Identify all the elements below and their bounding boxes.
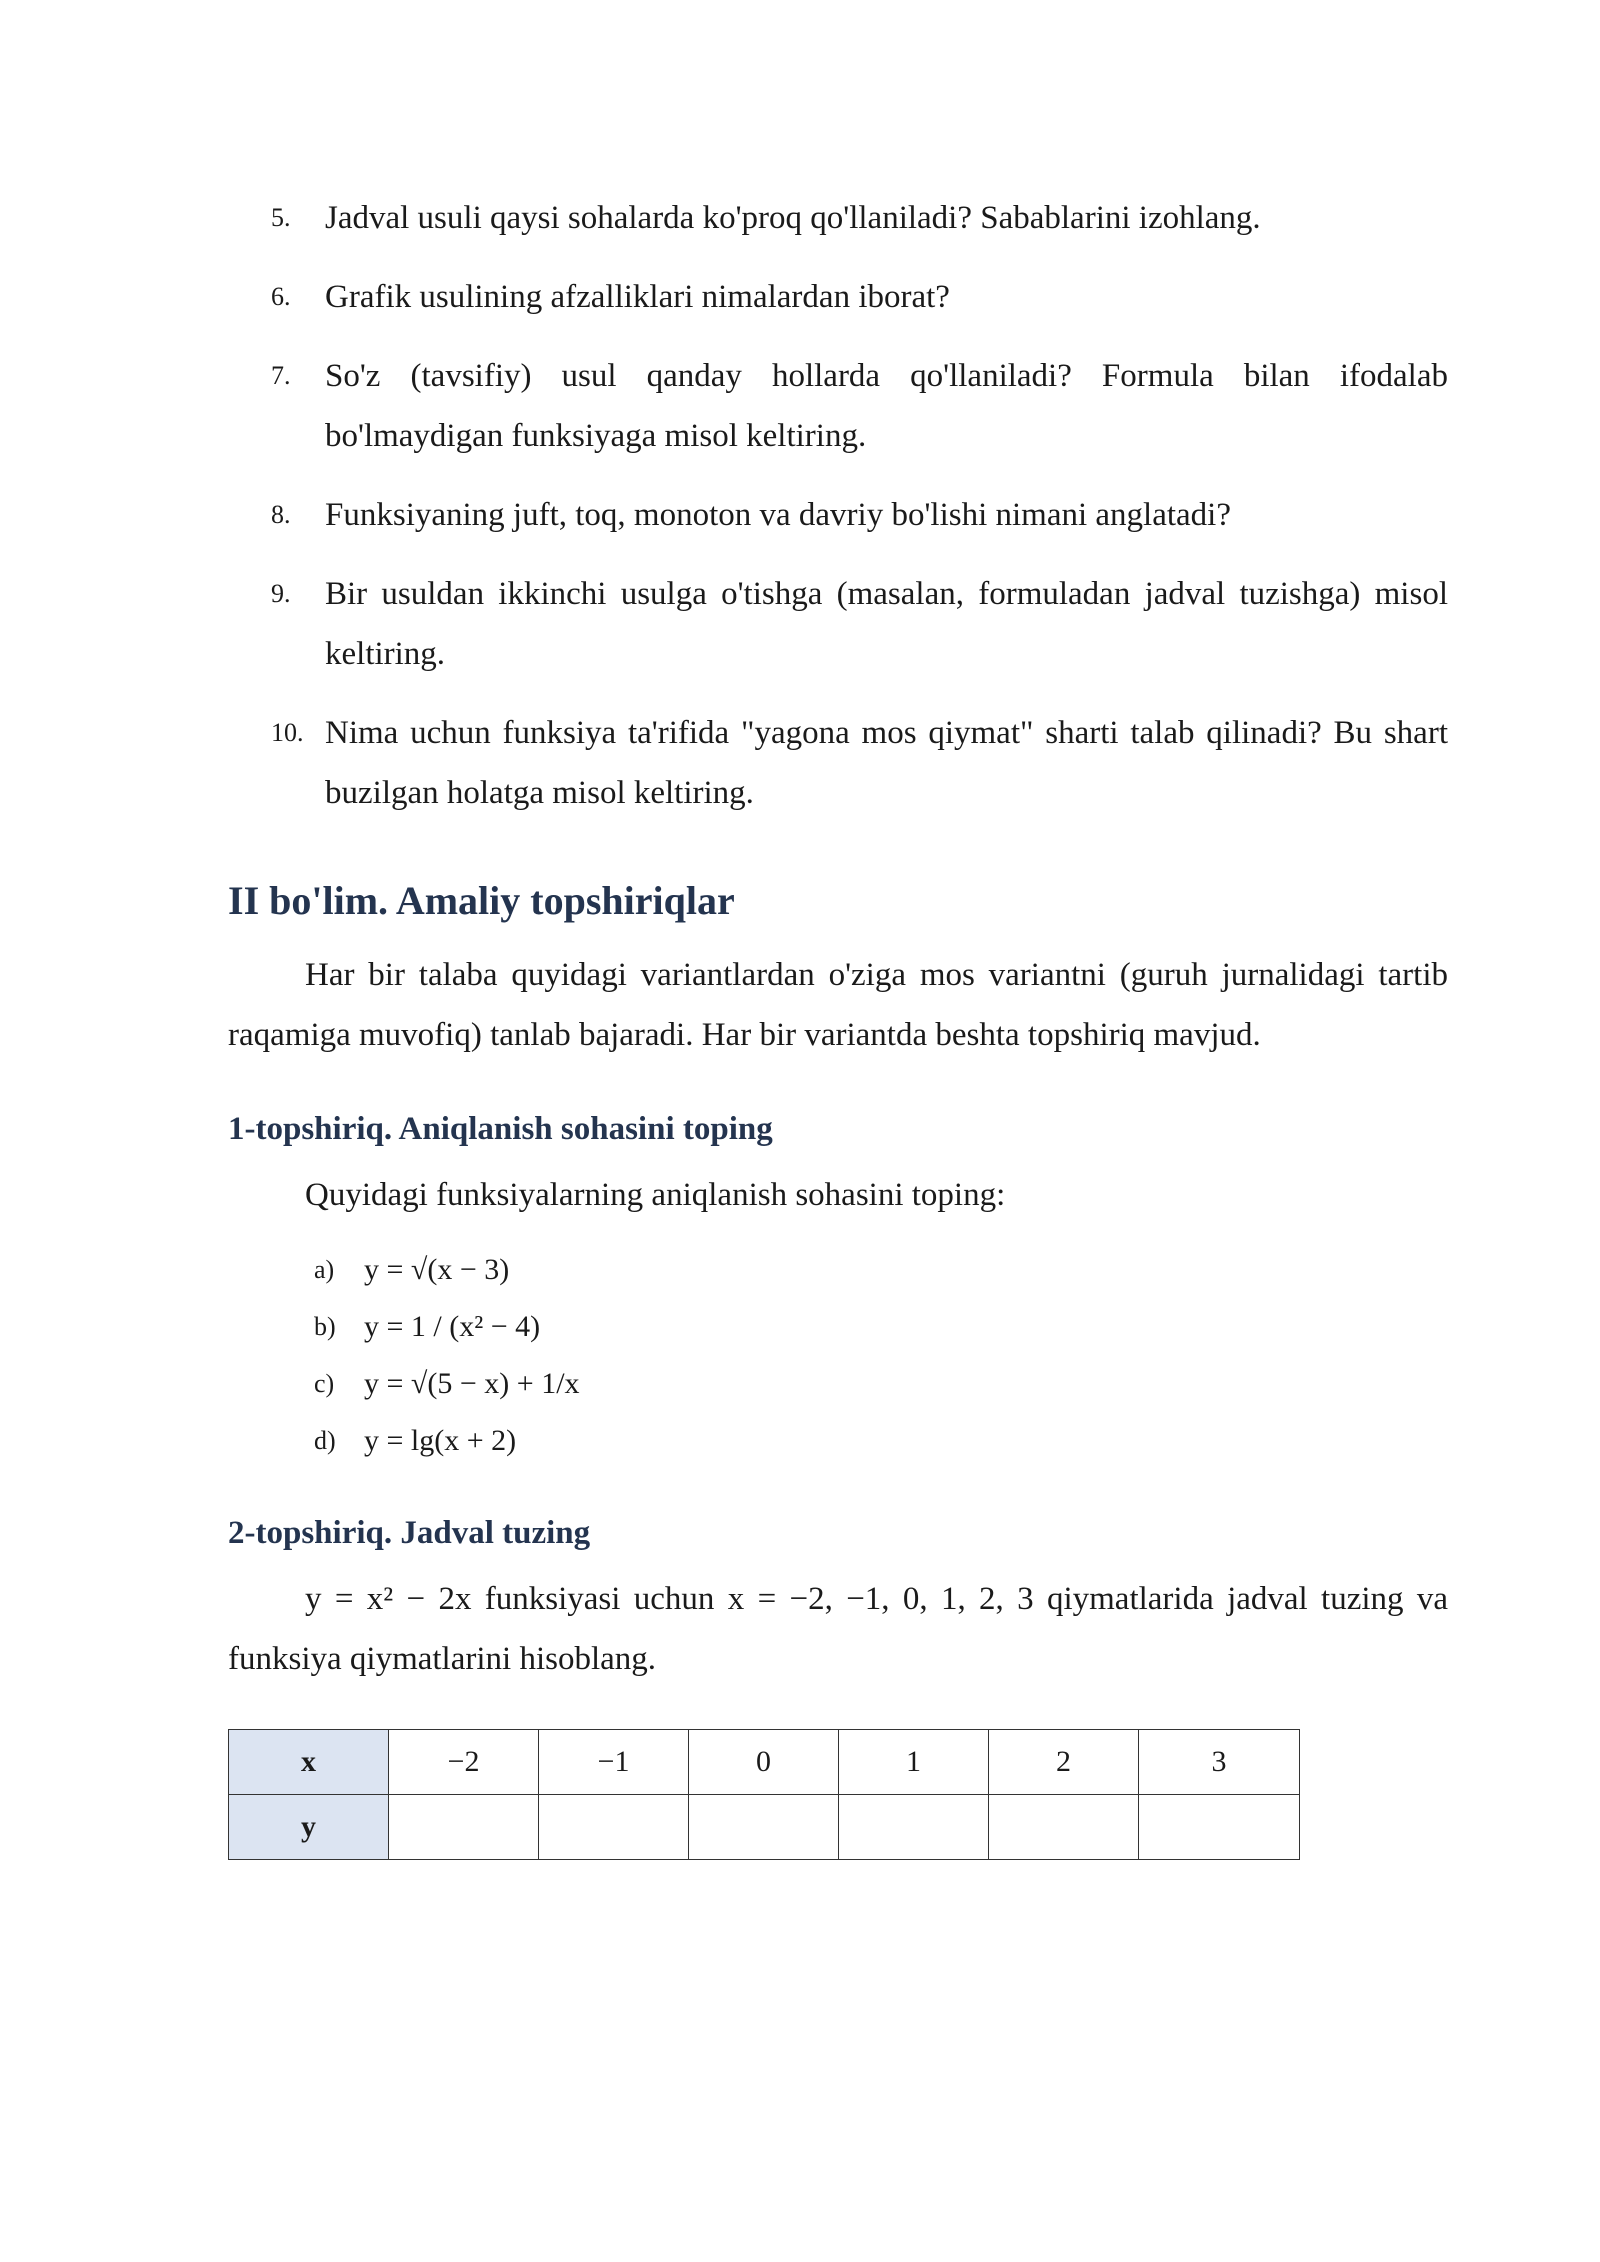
list-item — [228, 188, 1448, 248]
item-expression: y = lg(x + 2) — [364, 1424, 517, 1457]
item-letter: a) — [314, 1255, 335, 1284]
item-letter: c) — [314, 1369, 335, 1398]
question-text: Jadval usuli qaysi sohalarda ko'proq qo'llaniladi? Sabablarini izohlang. — [325, 200, 1261, 236]
list-item — [228, 485, 1448, 545]
table-row — [229, 1795, 1300, 1860]
question-number: 10. — [271, 718, 304, 747]
y-value-cell — [539, 1795, 689, 1860]
item-expression: y = √(5 − x) + 1/x — [364, 1367, 580, 1400]
y-value-cell — [1139, 1795, 1300, 1860]
x-value-cell: −1 — [539, 1730, 689, 1795]
x-value-cell: −2 — [389, 1730, 539, 1795]
task1-title: 1-topshiriq. Aniqlanish sohasini toping — [228, 1111, 773, 1147]
row-header-y: y — [229, 1795, 389, 1860]
task2-instruction: y = x² − 2x funksiyasi uchun x = −2, −1, 0, 1, 2, 3 qiymatlarida jadval tuzing va funksiya qiymatlarini hisoblang. — [228, 1581, 1448, 1677]
list-item — [228, 1412, 1448, 1469]
values-table — [228, 1729, 1300, 1860]
question-text: Bir usuldan ikkinchi usulga o'tishga (masalan, formuladan jadval tuzishga) misol keltiring. — [325, 576, 1448, 672]
list-item — [228, 346, 1448, 466]
y-value-cell — [989, 1795, 1139, 1860]
question-text: Grafik usulining afzalliklari nimalardan iborat? — [325, 279, 950, 315]
question-number: 6. — [271, 282, 291, 311]
task1-instruction: Quyidagi funksiyalarning aniqlanish sohasini toping: — [305, 1177, 1006, 1213]
y-value-cell — [839, 1795, 989, 1860]
task1-list — [228, 1241, 1448, 1469]
question-number: 8. — [271, 500, 291, 529]
section-intro: Har bir talaba quyidagi variantlardan o'ziga mos variantni (guruh jurnalidagi tartib raqamiga muvofiq) tanlab bajaradi. Har bir variantda beshta topshiriq mavjud. — [228, 957, 1448, 1053]
item-letter: b) — [314, 1312, 336, 1341]
list-item — [228, 1241, 1448, 1298]
item-expression: y = 1 / (x² − 4) — [364, 1310, 541, 1343]
list-item — [228, 1298, 1448, 1355]
question-text: Nima uchun funksiya ta'rifida "yagona mos qiymat" sharti talab qilinadi? Bu shart buzilgan holatga misol keltiring. — [325, 715, 1448, 811]
x-value-cell: 0 — [689, 1730, 839, 1795]
section-title: II bo'lim. Amaliy topshiriqlar — [228, 878, 735, 923]
list-item — [228, 1355, 1448, 1412]
x-value-cell: 1 — [839, 1730, 989, 1795]
y-value-cell — [389, 1795, 539, 1860]
question-list — [228, 188, 1448, 823]
table-row — [229, 1730, 1300, 1795]
question-text: So'z (tavsifiy) usul qanday hollarda qo'llaniladi? Formula bilan ifodalab bo'lmaydigan funksiyaga misol keltiring. — [325, 358, 1448, 454]
question-number: 9. — [271, 579, 291, 608]
item-letter: d) — [314, 1426, 336, 1455]
document-page — [228, 188, 1448, 1860]
item-expression: y = √(x − 3) — [364, 1253, 510, 1286]
question-number: 7. — [271, 361, 291, 390]
row-header-x: x — [229, 1730, 389, 1795]
list-item — [228, 267, 1448, 327]
list-item — [228, 564, 1448, 684]
x-value-cell: 3 — [1139, 1730, 1300, 1795]
x-value-cell: 2 — [989, 1730, 1139, 1795]
y-value-cell — [689, 1795, 839, 1860]
list-item — [228, 703, 1448, 823]
question-text: Funksiyaning juft, toq, monoton va davriy bo'lishi nimani anglatadi? — [325, 497, 1232, 533]
task2-title: 2-topshiriq. Jadval tuzing — [228, 1515, 591, 1551]
question-number: 5. — [271, 203, 291, 232]
